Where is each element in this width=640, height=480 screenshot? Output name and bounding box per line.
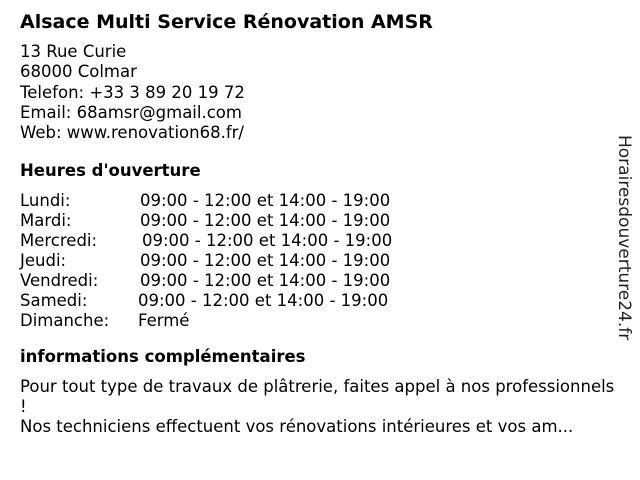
web-line: Web: www.renovation68.fr/ xyxy=(20,123,244,143)
site-watermark: Horairesdouverture24.fr xyxy=(614,135,634,341)
hours-day: Dimanche: xyxy=(20,311,110,331)
hours-heading: Heures d'ouverture xyxy=(20,161,201,181)
hours-row-samedi xyxy=(20,291,610,311)
hours-row-mercredi xyxy=(20,231,610,251)
hours-row-jeudi xyxy=(20,251,610,271)
hours-row-vendredi xyxy=(20,271,610,291)
hours-time: 09:00 - 12:00 et 14:00 - 19:00 xyxy=(142,231,393,251)
hours-table xyxy=(20,191,610,331)
address-city: 68000 Colmar xyxy=(20,62,137,82)
hours-row-mardi xyxy=(20,211,610,231)
business-name: Alsace Multi Service Rénovation AMSR xyxy=(20,11,433,33)
hours-day: Mardi: xyxy=(20,211,72,231)
info-heading: informations complémentaires xyxy=(20,347,306,367)
info-description: Pour tout type de travaux de plâtrerie, faites appel à nos professionnels ! xyxy=(20,377,615,417)
address-street: 13 Rue Curie xyxy=(20,42,127,61)
hours-day: Mercredi: xyxy=(20,231,98,251)
hours-time: Fermé xyxy=(138,311,190,331)
hours-time: 09:00 - 12:00 et 14:00 - 19:00 xyxy=(140,251,391,271)
hours-day: Lundi: xyxy=(20,191,71,211)
phone-line: Telefon: +33 3 89 20 19 72 xyxy=(20,82,245,102)
hours-day: Jeudi: xyxy=(20,251,67,271)
hours-day: Samedi: xyxy=(20,291,88,311)
hours-time: 09:00 - 12:00 et 14:00 - 19:00 xyxy=(140,191,391,211)
hours-time: 09:00 - 12:00 et 14:00 - 19:00 xyxy=(140,271,391,291)
hours-time: 09:00 - 12:00 et 14:00 - 19:00 xyxy=(140,211,391,231)
business-card xyxy=(20,10,615,437)
email-line: Email: 68amsr@gmail.com xyxy=(20,102,242,122)
hours-row-lundi xyxy=(20,191,610,211)
hours-day: Vendredi: xyxy=(20,271,99,291)
info-description-continued: Nos techniciens effectuent vos rénovations intérieures et vos am... xyxy=(20,417,574,437)
hours-row-dimanche xyxy=(20,311,610,331)
hours-time: 09:00 - 12:00 et 14:00 - 19:00 xyxy=(138,291,389,311)
